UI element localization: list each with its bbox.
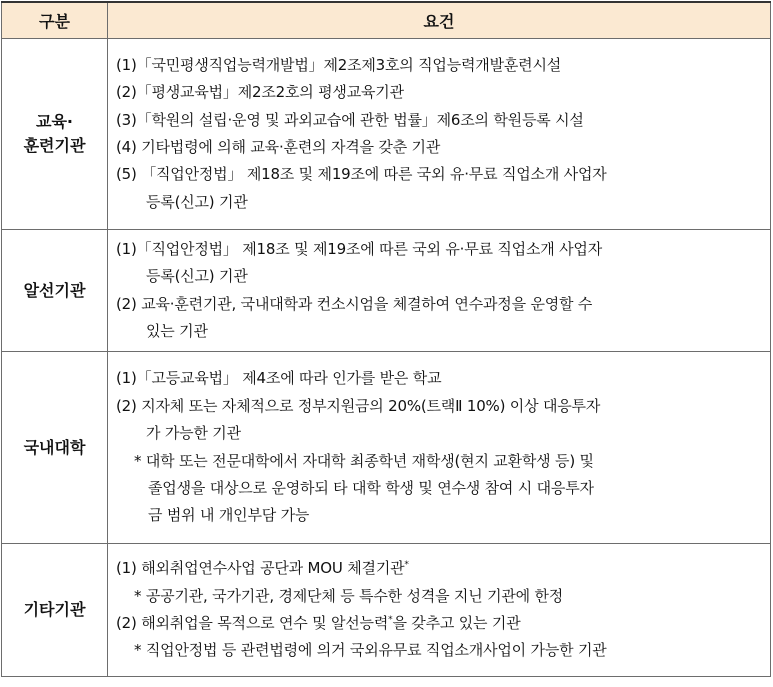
requirement-item-continuation: 등록(신고) 기관 xyxy=(146,192,248,211)
requirement-text: (1) 해외취업연수사업 공단과 MOU 체결기관 xyxy=(116,559,405,578)
header-requirements: 요건 xyxy=(108,2,771,39)
requirement-note: * 대학 또는 전문대학에서 자대학 최종학년 재학생(현지 교환학생 등) 및 xyxy=(134,451,594,470)
table-header-row xyxy=(2,2,771,39)
requirement-item xyxy=(116,610,762,637)
requirements-cell xyxy=(108,544,771,677)
requirement-item: (1)「국민평생직업능력개발법」제2조제3호의 직업능력개발훈련시설 xyxy=(116,55,562,74)
requirement-item-continuation: 있는 기관 xyxy=(146,321,208,340)
requirement-item: (1)「직업안정법」 제18조 및 제19조에 따른 국외 유·무료 직업소개 사업자 xyxy=(116,239,602,258)
category-cell xyxy=(2,544,108,677)
category-label: 교육· xyxy=(36,112,73,131)
requirement-item: (4) 기타법령에 의해 교육·훈련의 자격을 갖춘 기관 xyxy=(116,138,441,156)
requirements-cell xyxy=(108,39,771,230)
requirement-item: (2) 교육·훈련기관, 국내대학과 컨소시엄을 체결하여 연수과정을 운영할 수 xyxy=(116,294,593,313)
category-label: 알선기관 xyxy=(23,280,86,300)
requirement-item xyxy=(116,555,762,582)
requirement-text: (2) 해외취업을 목적으로 연수 및 알선능력 xyxy=(116,614,389,632)
requirement-note: * 공공기관, 국가기관, 경제단체 등 특수한 성격을 지닌 기관에 한정 xyxy=(134,586,564,605)
requirement-text: 을 갖추고 있는 기관 xyxy=(392,614,521,632)
footnote-marker: * xyxy=(388,615,393,625)
requirement-item-continuation: 가 가능한 기관 xyxy=(146,424,241,443)
category-cell xyxy=(2,39,108,230)
requirement-item: (1)「고등교육법」 제4조에 따라 인가를 받은 학교 xyxy=(116,369,442,388)
footnote-marker: * xyxy=(404,560,409,571)
table-row-education xyxy=(2,39,771,230)
table-row-university xyxy=(2,352,771,544)
requirement-note-continuation: 금 범위 내 개인부담 가능 xyxy=(148,506,310,525)
category-cell xyxy=(2,230,108,352)
requirement-item-continuation: 등록(신고) 기관 xyxy=(146,267,248,286)
category-label: 훈련기관 xyxy=(23,136,86,155)
table-row-placement xyxy=(2,230,771,352)
requirements-cell xyxy=(108,352,771,544)
requirements-table xyxy=(1,1,771,677)
table-row-other xyxy=(2,544,771,677)
header-category: 구분 xyxy=(2,2,108,39)
requirements-cell xyxy=(108,230,771,352)
category-cell xyxy=(2,352,108,544)
requirement-note: * 직업안정법 등 관련법령에 의거 국외유무료 직업소개사업이 가능한 기관 xyxy=(134,641,607,660)
category-label: 기타기관 xyxy=(23,600,86,619)
requirement-item: (2)「평생교육법」제2조2호의 평생교육기관 xyxy=(116,83,404,102)
category-label: 국내대학 xyxy=(23,437,86,457)
requirement-note-continuation: 졸업생을 대상으로 운영하되 타 대학 학생 및 연수생 참여 시 대응투자 xyxy=(148,478,594,497)
requirement-item: (5) 「직업안정법」 제18조 및 제19조에 따른 국외 유·무료 직업소개 사업자 xyxy=(116,165,607,184)
requirement-item: (3)「학원의 설립·운영 및 과외교습에 관한 법률」제6조의 학원등록 시설 xyxy=(116,110,584,129)
requirement-item: (2) 지자체 또는 자체적으로 정부지원금의 20%(트랙Ⅱ 10%) 이상 대응투자 xyxy=(116,396,601,415)
